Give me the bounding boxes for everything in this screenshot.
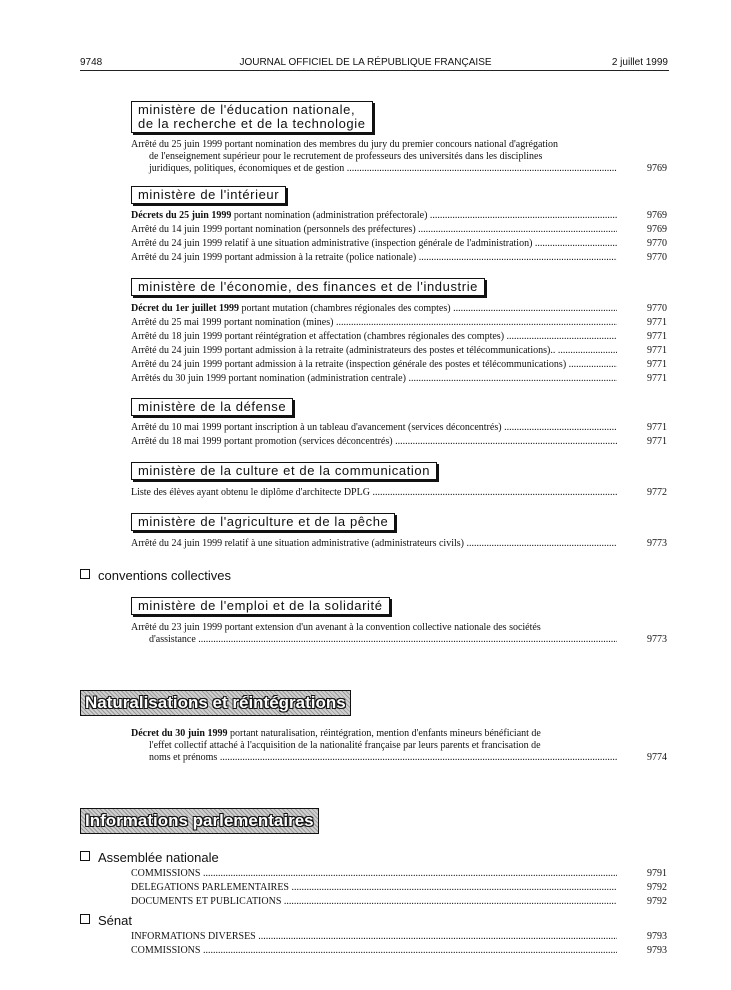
entry-text: Arrêté du 24 juin 1999 portant admission à la retraite (police nationale) .....: [131, 252, 617, 264]
entry-text: Arrêté du 25 mai 1999 portant nomination (mines) .....: [131, 317, 617, 329]
page-ref: 9773: [647, 634, 667, 645]
toc-entry[interactable]: [131, 487, 617, 499]
page-ref: 9792: [647, 882, 667, 893]
entry-text: Arrêté du 14 juin 1999 portant nomination (personnels des préfectures) .....: [131, 224, 617, 236]
section-senat: [80, 913, 132, 928]
section-conventions: [80, 568, 231, 583]
toc-entry[interactable]: [131, 238, 617, 250]
page-ref: 9769: [647, 210, 667, 221]
journal-title: JOURNAL OFFICIEL DE LA RÉPUBLIQUE FRANÇAISE: [239, 57, 492, 68]
entry-text: d'assistance .....: [131, 634, 617, 646]
toc-entry[interactable]: [131, 622, 617, 646]
entry-text: portant naturalisation, réintégration, mention d'enfants mineurs bénéficiant de: [227, 728, 541, 739]
issue-date: 2 juillet 1999: [611, 57, 668, 68]
toc-entry[interactable]: [131, 252, 617, 264]
page-ref: 9774: [647, 752, 667, 763]
toc-entry[interactable]: [131, 882, 617, 894]
section-title: conventions collectives: [98, 568, 231, 583]
heading-line: ministère de l'éducation nationale,: [138, 102, 356, 117]
ministry-heading-defense: ministère de la défense: [131, 398, 293, 416]
page-ref: 9772: [647, 487, 667, 498]
ministry-heading-agriculture: ministère de l'agriculture et de la pêche: [131, 513, 395, 531]
page-ref: 9771: [647, 345, 667, 356]
page-ref: 9769: [647, 163, 667, 174]
page-ref: 9773: [647, 538, 667, 549]
toc-entry[interactable]: [131, 868, 617, 880]
entry-text: INFORMATIONS DIVERSES .....: [131, 931, 617, 943]
banner-naturalisations: Naturalisations et réintégrations: [80, 690, 351, 716]
page-ref: 9791: [647, 868, 667, 879]
page-ref: 9769: [647, 224, 667, 235]
toc-entry[interactable]: [131, 945, 617, 957]
ministry-heading-interieur: ministère de l'intérieur: [131, 186, 286, 204]
page-ref: 9771: [647, 317, 667, 328]
entry-text: Arrêté du 23 juin 1999 portant extension d'un avenant à la convention collective nationale des sociétés: [131, 622, 541, 633]
toc-entry[interactable]: [131, 931, 617, 943]
page-ref: 9770: [647, 252, 667, 263]
toc-entry[interactable]: [131, 538, 617, 550]
entry-text: noms et prénoms .....: [131, 752, 617, 764]
entry-text: Arrêté du 24 juin 1999 portant admission à la retraite (inspection générale des postes et télécommunications) .....: [131, 359, 617, 371]
toc-entry[interactable]: [131, 436, 617, 448]
toc-entry[interactable]: [131, 896, 617, 908]
entry-text: portant mutation (chambres régionales des comptes): [238, 303, 451, 314]
entry-text: Arrêté du 10 mai 1999 portant inscription à un tableau d'avancement (services déconcentrés) .....: [131, 422, 617, 434]
entry-text: portant nomination (administration préfectorale): [231, 210, 428, 221]
banner-informations: Informations parlementaires: [80, 808, 319, 834]
toc-entry[interactable]: [131, 139, 617, 175]
header-rule: [80, 70, 669, 71]
toc-entry[interactable]: [131, 359, 617, 371]
ministry-heading-emploi: ministère de l'emploi et de la solidarité: [131, 597, 390, 615]
page-ref: 9771: [647, 436, 667, 447]
entry-date: Décrets du 25 juin 1999: [131, 210, 232, 221]
entry-text: juridiques, politiques, économiques et de gestion .....: [131, 163, 617, 175]
entry-text: Liste des élèves ayant obtenu le diplôme d'architecte DPLG .....: [131, 487, 617, 499]
toc-entry[interactable]: [131, 345, 617, 357]
page-ref: 9793: [647, 931, 667, 942]
entry-text: Arrêté du 18 juin 1999 portant réintégration et affectation (chambres régionales des comptes) .....: [131, 331, 617, 343]
page-ref: 9770: [647, 238, 667, 249]
entry-text: DOCUMENTS ET PUBLICATIONS .....: [131, 896, 617, 908]
checkbox-square-icon: [80, 851, 90, 861]
ministry-heading-economie: ministère de l'économie, des finances et de l'industrie: [131, 278, 485, 296]
entry-text: Arrêté du 18 mai 1999 portant promotion (services déconcentrés) .....: [131, 436, 617, 448]
toc-entry[interactable]: [131, 317, 617, 329]
entry-text: Arrêté du 24 juin 1999 portant admission à la retraite (administrateurs des postes et télécommunications).. .....: [131, 345, 617, 357]
page-ref: 9792: [647, 896, 667, 907]
entry-date: Décret du 1er juillet 1999: [131, 303, 239, 314]
page-ref: 9770: [647, 303, 667, 314]
section-assemblee: [80, 850, 219, 865]
page-ref: 9793: [647, 945, 667, 956]
entry-text: COMMISSIONS .....: [131, 868, 617, 880]
page-ref: 9771: [647, 422, 667, 433]
entry-text: de l'enseignement supérieur pour le recrutement de professeurs des universités dans les disciplines: [149, 151, 543, 162]
ministry-heading-education: [131, 101, 373, 133]
entry-text: DÉLÉGATIONS PARLEMENTAIRES .....: [131, 882, 617, 894]
entry-text: Arrêté du 24 juin 1999 relatif à une situation administrative (administrateurs civils) .....: [131, 538, 617, 550]
toc-entry[interactable]: [131, 728, 617, 764]
entry-text: l'effet collectif attaché à l'acquisition de la nationalité française par leurs parents et francisation de: [149, 740, 541, 751]
page-number: 9748: [80, 57, 103, 68]
toc-entry[interactable]: [131, 331, 617, 343]
entry-text: COMMISSIONS .....: [131, 945, 617, 957]
page-ref: 9771: [647, 331, 667, 342]
entry-text: Arrêté du 24 juin 1999 relatif à une situation administrative (inspection générale de l'administration) .....: [131, 238, 617, 250]
page-ref: 9771: [647, 373, 667, 384]
ministry-heading-culture: ministère de la culture et de la communication: [131, 462, 437, 480]
entry-date: Décret du 30 juin 1999: [131, 728, 228, 739]
entry-text: Arrêté du 25 juin 1999 portant nomination des membres du jury du premier concours national d'agrégation: [131, 139, 558, 150]
toc-entry[interactable]: [131, 373, 617, 385]
toc-entry[interactable]: [131, 303, 617, 315]
checkbox-square-icon: [80, 914, 90, 924]
section-title: Assemblée nationale: [98, 850, 219, 865]
toc-entry[interactable]: [131, 224, 617, 236]
toc-entry[interactable]: [131, 210, 617, 222]
section-title: Sénat: [98, 913, 132, 928]
page-ref: 9771: [647, 359, 667, 370]
checkbox-square-icon: [80, 569, 90, 579]
toc-entry[interactable]: [131, 422, 617, 434]
heading-line: de la recherche et de la technologie: [138, 116, 366, 131]
entry-text: Arrêtés du 30 juin 1999 portant nomination (administration centrale) .....: [131, 373, 617, 385]
